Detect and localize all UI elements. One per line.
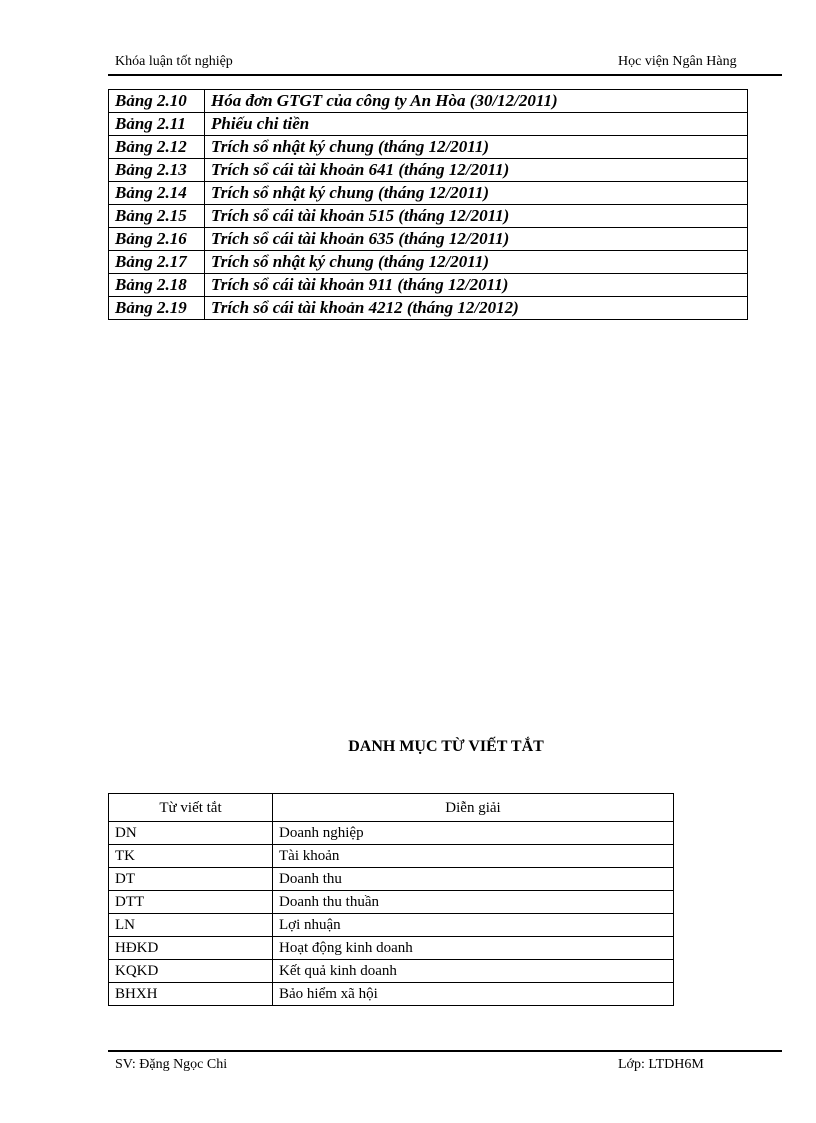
table-number: Bảng 2.12 <box>109 136 205 159</box>
table-row <box>109 983 674 1006</box>
table-number: Bảng 2.14 <box>109 182 205 205</box>
footer-divider <box>108 1050 782 1052</box>
abbr-cell: HĐKD <box>109 937 273 960</box>
meaning-cell: Doanh thu thuần <box>273 891 674 914</box>
meaning-cell: Tài khoản <box>273 845 674 868</box>
meaning-cell: Kết quả kinh doanh <box>273 960 674 983</box>
column-header-abbr: Từ viết tắt <box>109 794 273 822</box>
meaning-cell: Hoạt động kinh doanh <box>273 937 674 960</box>
header-right-text: Học viện Ngân Hàng <box>618 54 737 69</box>
abbreviations-table <box>108 793 674 1006</box>
table-title: Trích sổ cái tài khoản 515 (tháng 12/2011) <box>205 205 748 228</box>
abbr-cell: DN <box>109 822 273 845</box>
table-number: Bảng 2.15 <box>109 205 205 228</box>
table-number: Bảng 2.10 <box>109 90 205 113</box>
header-divider <box>108 74 782 76</box>
table-title: Hóa đơn GTGT của công ty An Hòa (30/12/2011) <box>205 90 748 113</box>
abbr-cell: DT <box>109 868 273 891</box>
abbr-cell: TK <box>109 845 273 868</box>
table-row <box>109 228 748 251</box>
abbreviations-title: DANH MỤC TỪ VIẾT TẮT <box>348 738 544 755</box>
table-row <box>109 159 748 182</box>
table-row <box>109 205 748 228</box>
table-number: Bảng 2.11 <box>109 113 205 136</box>
header-left-text: Khóa luận tốt nghiệp <box>115 54 233 69</box>
table-title: Trích sổ nhật ký chung (tháng 12/2011) <box>205 182 748 205</box>
table-header-row <box>109 794 674 822</box>
table-title: Trích sổ nhật ký chung (tháng 12/2011) <box>205 251 748 274</box>
abbr-cell: KQKD <box>109 960 273 983</box>
table-row <box>109 914 674 937</box>
column-header-meaning: Diễn giải <box>273 794 674 822</box>
meaning-cell: Doanh thu <box>273 868 674 891</box>
table-title: Trích sổ cái tài khoản 641 (tháng 12/2011) <box>205 159 748 182</box>
table-title: Trích sổ cái tài khoản 4212 (tháng 12/2012) <box>205 297 748 320</box>
table-row <box>109 251 748 274</box>
table-row <box>109 891 674 914</box>
table-row <box>109 937 674 960</box>
table-number: Bảng 2.13 <box>109 159 205 182</box>
list-of-tables <box>108 89 748 320</box>
abbr-cell: BHXH <box>109 983 273 1006</box>
table-row <box>109 960 674 983</box>
table-title: Trích sổ cái tài khoản 635 (tháng 12/2011) <box>205 228 748 251</box>
table-title: Trích sổ nhật ký chung (tháng 12/2011) <box>205 136 748 159</box>
meaning-cell: Bảo hiểm xã hội <box>273 983 674 1006</box>
table-row <box>109 136 748 159</box>
table-number: Bảng 2.18 <box>109 274 205 297</box>
meaning-cell: Doanh nghiệp <box>273 822 674 845</box>
table-row <box>109 182 748 205</box>
table-number: Bảng 2.16 <box>109 228 205 251</box>
abbr-cell: DTT <box>109 891 273 914</box>
table-title: Trích sổ cái tài khoản 911 (tháng 12/2011) <box>205 274 748 297</box>
table-title: Phiếu chi tiền <box>205 113 748 136</box>
footer-left-text: SV: Đặng Ngọc Chi <box>115 1057 228 1072</box>
table-row <box>109 274 748 297</box>
table-number: Bảng 2.17 <box>109 251 205 274</box>
abbr-cell: LN <box>109 914 273 937</box>
table-row <box>109 113 748 136</box>
table-row <box>109 822 674 845</box>
table-row <box>109 868 674 891</box>
footer-right-text: Lớp: LTDH6M <box>618 1057 704 1072</box>
table-row <box>109 845 674 868</box>
table-row <box>109 297 748 320</box>
table-number: Bảng 2.19 <box>109 297 205 320</box>
table-row <box>109 90 748 113</box>
meaning-cell: Lợi nhuận <box>273 914 674 937</box>
